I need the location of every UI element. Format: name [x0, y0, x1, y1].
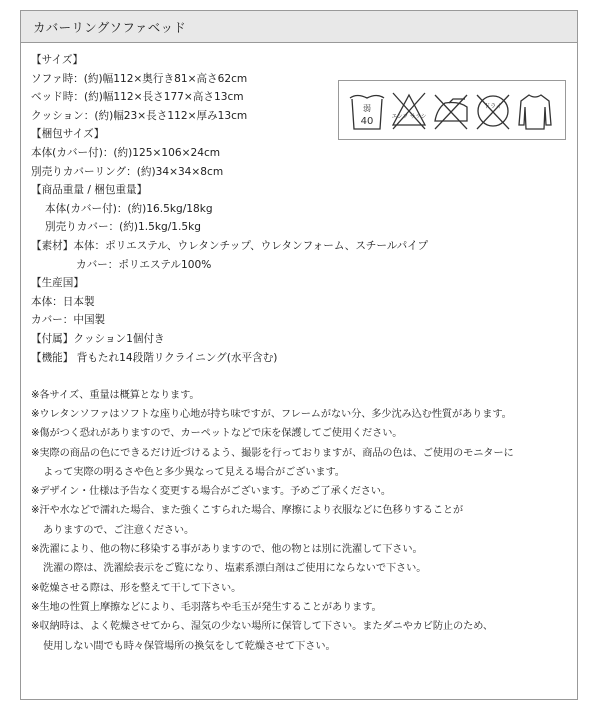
spec-weight-cover: 別売りカバー：(約)1.5kg/1.5kg [45, 221, 201, 234]
spec-heading-size: 【サイズ】 [31, 54, 84, 66]
note-item: ありますので、ご注意ください。 [43, 524, 195, 536]
note-item: ※各サイズ、重量は概算となります。 [31, 389, 200, 401]
dry-label: ドライ [484, 103, 502, 110]
spec-package-body: 本体(カバー付)：(約)125×106×24cm [31, 146, 221, 159]
spec-heading-package: 【梱包サイズ】 [31, 128, 105, 141]
spec-origin-body: 本体：日本製 [31, 295, 95, 308]
spec-heading-origin: 【生産国】 [31, 277, 84, 290]
care-label-box [338, 80, 566, 140]
product-info-panel [20, 10, 578, 700]
note-item: 使用しない間でも時々保管場所の換気をして乾燥させて下さい。 [43, 640, 336, 652]
spec-origin-cover: カバー：中国製 [31, 314, 106, 327]
wash-temp: 40 [360, 116, 374, 127]
note-item: 洗濯の際は、洗濯絵表示をご覧になり、塩素系漂白剤はご使用にならないで下さい。 [43, 563, 427, 575]
spec-package-cover: 別売りカバーリング：(約)34×34×8cm [31, 165, 224, 178]
spec-cushion-size: クッション：(約)幅23×長さ112×厚み13cm [31, 109, 248, 122]
note-item: ※デザイン・仕様は予告なく変更する場合がございます。予めご了承ください。 [31, 486, 391, 498]
note-item: ※洗濯により、他の物に移染する事がありますので、他の物とは別に洗濯して下さい。 [31, 544, 423, 556]
note-item: ※収納時は、よく乾燥させてから、湿気の少ない場所に保管して下さい。またダニやカビ防止のため、 [31, 621, 493, 633]
hand-wash-icon [347, 89, 387, 133]
spec-accessory: 【付属】クッション1個付き [31, 332, 165, 345]
note-item: ※ウレタンソファはソフトな座り心地が持ち味ですが、フレームがない分、多少沈み込む性質があります。 [31, 408, 512, 420]
spec-weight-body: 本体(カバー付)：(約)16.5kg/18kg [45, 202, 213, 215]
spec-material-cover: カバー：ポリエステル100% [76, 258, 212, 271]
note-item: ※傷がつく恐れがありますので、カーペットなどで床を保護してご使用ください。 [31, 428, 403, 440]
panel-title: カバーリングソファベッド [33, 19, 187, 35]
no-bleach-icon [389, 89, 429, 133]
spec-heading-weight: 【商品重量 / 梱包重量】 [31, 184, 148, 197]
spec-sofa-size: ソファ時：(約)幅112×奥行き81×高さ62cm [31, 72, 248, 85]
note-item: ※生地の性質上摩擦などにより、毛羽落ちや毛玉が発生することがあります。 [31, 601, 382, 613]
hang-dry-icon [515, 89, 555, 133]
bleach-label: エンソ サラシ [391, 114, 427, 120]
panel-header [21, 11, 577, 43]
note-item: ※汗や水などで濡れた場合、また強くこすられた場合、摩擦により衣服などに色移りすることが [31, 505, 464, 517]
spec-bed-size: ベッド時：(約)幅112×長さ177×高さ13cm [31, 91, 244, 104]
no-iron-icon [431, 89, 471, 133]
note-item: ※実際の商品の色にできるだけ近づけるよう、撮影を行っておりますが、商品の色は、ご使用のモニターに [31, 447, 514, 459]
no-dry-clean-icon [473, 89, 513, 133]
spec-function: 【機能】 背もたれ14段階リクライニング(水平含む) [31, 351, 278, 364]
wash-label: 弱 [363, 104, 371, 113]
note-item: ※乾燥させる際は、形を整えて干して下さい。 [31, 582, 242, 594]
note-item: よって実際の明るさや色と多少異なって見える場合がございます。 [43, 466, 345, 478]
spec-list [31, 51, 571, 656]
spec-material-body: 【素材】本体：ポリエステル、ウレタンチップ、ウレタンフォーム、スチールパイプ [31, 239, 429, 252]
